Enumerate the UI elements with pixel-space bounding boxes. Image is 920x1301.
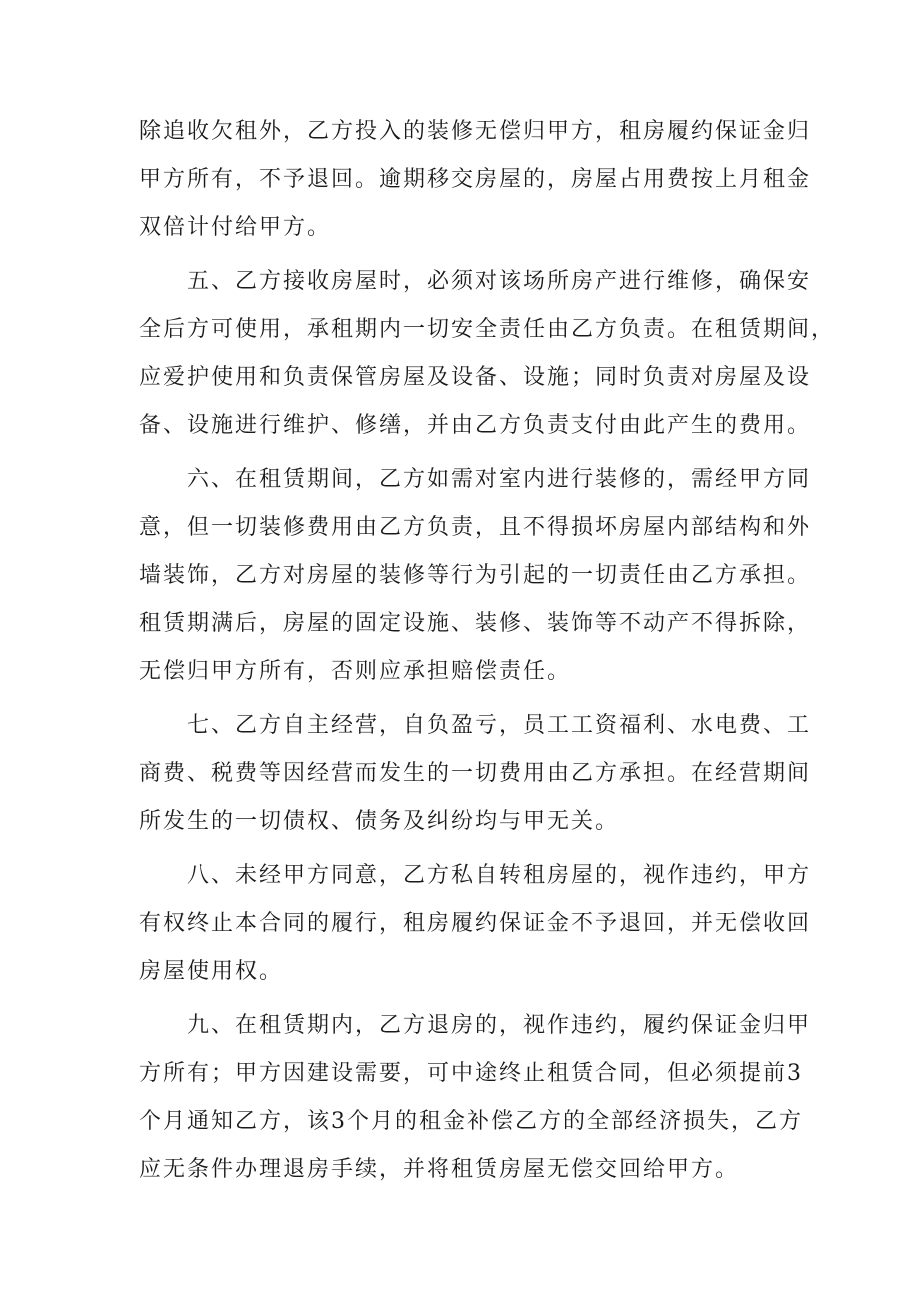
document-body [139, 108, 836, 1194]
text-line: 九、在租赁期内，乙方退房的，视作违约，履约保证金归甲 [187, 1013, 812, 1038]
paragraph-clause-6 [139, 456, 812, 696]
text-line: 应无条件办理退房手续，并将租赁房屋无偿交回给甲方。 [139, 1157, 740, 1182]
text-line: 七、乙方自主经营，自负盈亏，员工工资福利、水电费、工 [187, 713, 812, 738]
paragraph-clause-5 [139, 258, 836, 450]
text-line: 租赁期满后，房屋的固定设施、装修、装饰等不动产不得拆除， [139, 611, 812, 636]
text-line: 无偿归甲方所有，否则应承担赔偿责任。 [139, 659, 572, 684]
text-line: 方所有；甲方因建设需要，可中途终止租赁合同，但必须提前3 [139, 1061, 803, 1086]
text-line: 全后方可使用，承租期内一切安全责任由乙方负责。在租赁期间， [139, 317, 836, 342]
paragraph-clause-7 [139, 702, 812, 846]
text-line: 有权终止本合同的履行，租房履约保证金不予退回，并无偿收回 [139, 911, 812, 936]
text-line: 墙装饰，乙方对房屋的装修等行为引起的一切责任由乙方承担。 [139, 563, 812, 588]
text-line: 备、设施进行维护、修缮，并由乙方负责支付由此产生的费用。 [139, 413, 812, 438]
text-line: 房屋使用权。 [139, 959, 284, 984]
text-line: 八、未经甲方同意，乙方私自转租房屋的，视作违约，甲方 [187, 863, 812, 888]
text-line: 意，但一切装修费用由乙方负责，且不得损坏房屋内部结构和外 [139, 515, 812, 540]
paragraph-continuation [139, 108, 812, 252]
paragraph-clause-9 [139, 1002, 812, 1194]
text-line: 商费、税费等因经营而发生的一切费用由乙方承担。在经营期间 [139, 761, 812, 786]
text-line: 应爱护使用和负责保管房屋及设备、设施；同时负责对房屋及设 [139, 365, 812, 390]
text-line: 甲方所有，不予退回。逾期移交房屋的，房屋占用费按上月租金 [139, 167, 812, 192]
text-line: 个月通知乙方，该3个月的租金补偿乙方的全部经济损失，乙方 [139, 1109, 803, 1134]
text-line: 双倍计付给甲方。 [139, 215, 332, 240]
text-line: 除追收欠租外，乙方投入的装修无偿归甲方，租房履约保证金归 [139, 119, 812, 144]
text-line: 五、乙方接收房屋时，必须对该场所房产进行维修，确保安 [187, 269, 812, 294]
text-line: 所发生的一切债权、债务及纠纷均与甲无关。 [139, 809, 620, 834]
paragraph-clause-8 [139, 852, 812, 996]
text-line: 六、在租赁期间，乙方如需对室内进行装修的，需经甲方同 [187, 467, 812, 492]
